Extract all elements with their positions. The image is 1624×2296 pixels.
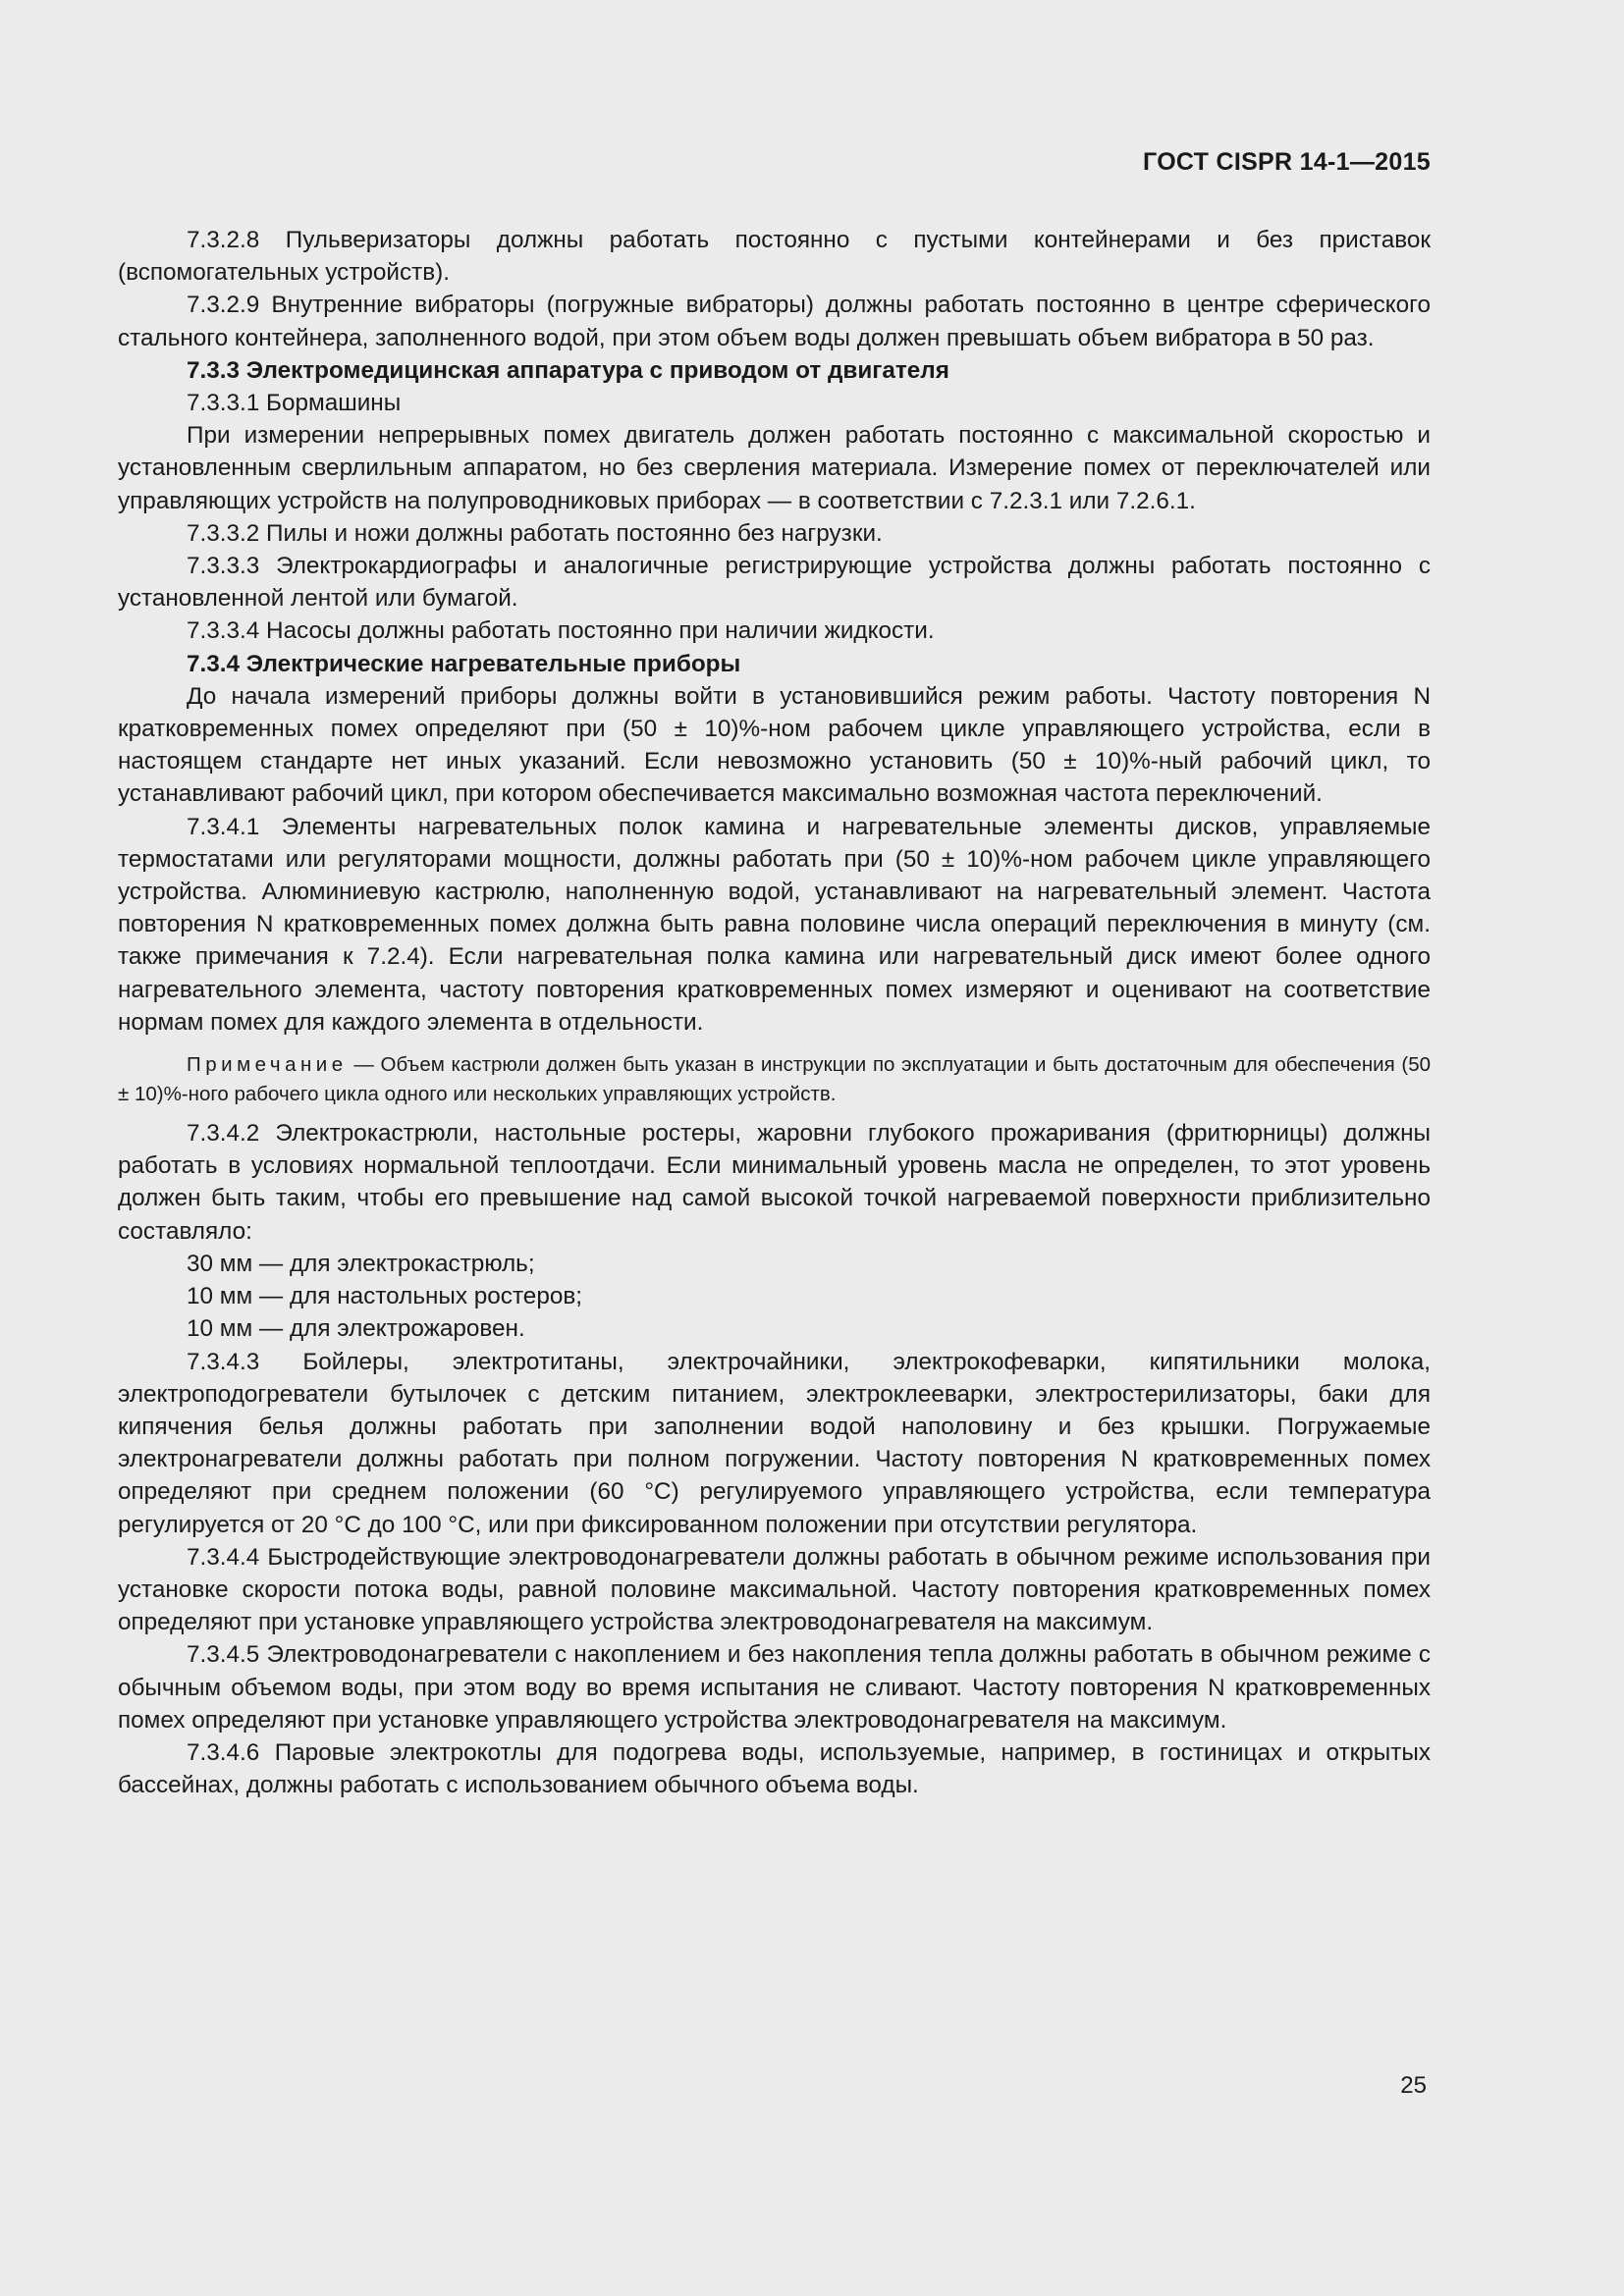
paragraph: 7.3.4.1 Элементы нагревательных полок камина и нагревательные элементы дисков, управляемые термостатами или регуляторами мощности, должны работать при (50 ± 10)%-ном рабочем цикле управляющего устройства. Алюминиевую кастрюлю, наполненную водой, устанавливают на нагревательный элемент. Частота повторения N кратковременных помех должна быть равна половине числа операций переключения в минуту (см. также примечания к 7.2.4). Если нагревательная полка камина или нагревательный диск имеют более одного нагревательного элемента, частоту повторения кратковременных помех измеряют и оценивают на соответствие нормам помех для каждого элемента в отдельности. [118, 813, 1431, 1036]
paragraph: 7.3.4.4 Быстродействующие электроводонагреватели должны работать в обычном режиме использования при установке скорости потока воды, равной половине максимальной. Частоту повторения кратковременных помех определяют при установке управляющего устройства электроводонагревателя на максимум. [118, 1543, 1431, 1636]
note-text: — Объем кастрюли должен быть указан в инструкции по эксплуатации и быть достаточным для обеспечения (50 ± 10)%-ного рабочего цикла одного или нескольких управляющих устройств. [118, 1053, 1431, 1106]
paragraph: 7.3.3.4 Насосы должны работать постоянно при наличии жидкости. [187, 617, 935, 645]
paragraph: 7.3.4.2 Электрокастрюли, настольные ростеры, жаровни глубокого прожаривания (фритюрницы) должны работать в условиях нормальной теплоотдачи. Если минимальный уровень масла не определен, то этот уровень должен быть таким, чтобы его превышение над самой высокой точкой нагреваемой поверхности приблизительно составляло: [118, 1120, 1431, 1245]
page-number: 25 [1400, 2072, 1427, 2099]
list-item: 10 мм — для электрожаровен. [187, 1315, 525, 1343]
note [118, 1050, 1431, 1109]
paragraph: 7.3.2.9 Внутренние вибраторы (погружные вибраторы) должны работать постоянно в центре сферического стального контейнера, заполненного водой, при этом объем воды должен превышать объем вибратора в 50 раз. [118, 292, 1431, 351]
list-item: 30 мм — для электрокастрюль; [187, 1250, 535, 1277]
paragraph: 7.3.3.3 Электрокардиографы и аналогичные регистрирующие устройства должны работать постоянно с установленной лентой или бумагой. [118, 553, 1431, 613]
paragraph: 7.3.4.3 Бойлеры, электротитаны, электрочайники, электрокофеварки, кипятильники молока, электроподогреватели бутылочек с детским питанием, электроклееварки, электростерилизаторы, баки для кипячения белья должны работать при заполнении водой наполовину и без крышки. Погружаемые электронагреватели должны работать при полном погружении. Частоту повторения N кратковременных помех определяют при среднем положении (60 °C) регулируемого управляющего устройства, если температура регулируется от 20 °C до 100 °C, или при фиксированном положении при отсутствии регулятора. [118, 1348, 1431, 1538]
paragraph: 7.3.4.6 Паровые электрокотлы для подогрева воды, используемые, например, в гостиницах и открытых бассейнах, должны работать с использованием обычного объема воды. [118, 1738, 1431, 1799]
paragraph: До начала измерений приборы должны войти в установившийся режим работы. Частоту повторения N кратковременных помех определяют при (50 ± 10)%-ном рабочем цикле управляющего устройства, если в настоящем стандарте нет иных указаний. Если невозможно установить (50 ± 10)%-ный рабочий цикл, то устанавливают рабочий цикл, при котором обеспечивается максимально возможная частота переключений. [118, 682, 1431, 808]
section-heading: 7.3.3 Электромедицинская аппаратура с приводом от двигателя [187, 356, 949, 384]
section-heading: 7.3.4 Электрические нагревательные приборы [187, 650, 741, 677]
list-item: 10 мм — для настольных ростеров; [187, 1283, 582, 1310]
paragraph: 7.3.2.8 Пульверизаторы должны работать постоянно с пустыми контейнерами и без приставок (вспомогательных устройств). [118, 227, 1431, 287]
paragraph: 7.3.4.5 Электроводонагреватели с накоплением и без накопления тепла должны работать в обычном режиме с обычным объемом воды, при этом воду во время испытания не сливают. Частоту повторения N кратковременных помех определяют при установке управляющего устройства электроводонагревателя на максимум. [118, 1641, 1431, 1734]
paragraph: При измерении непрерывных помех двигатель должен работать постоянно с максимальной скоростью и установленным сверлильным аппаратом, но без сверления материала. Измерение помех от переключателей или управляющих устройств на полупроводниковых приборах — в соответствии с 7.2.3.1 или 7.2.6.1. [118, 422, 1431, 514]
document-body [118, 224, 1431, 1801]
subsection-heading: 7.3.3.1 Бормашины [187, 390, 402, 417]
document-code-header: ГОСТ CISPR 14-1—2015 [1143, 148, 1431, 176]
note-label: Примечание [187, 1053, 348, 1077]
paragraph: 7.3.3.2 Пилы и ножи должны работать постоянно без нагрузки. [187, 519, 883, 547]
